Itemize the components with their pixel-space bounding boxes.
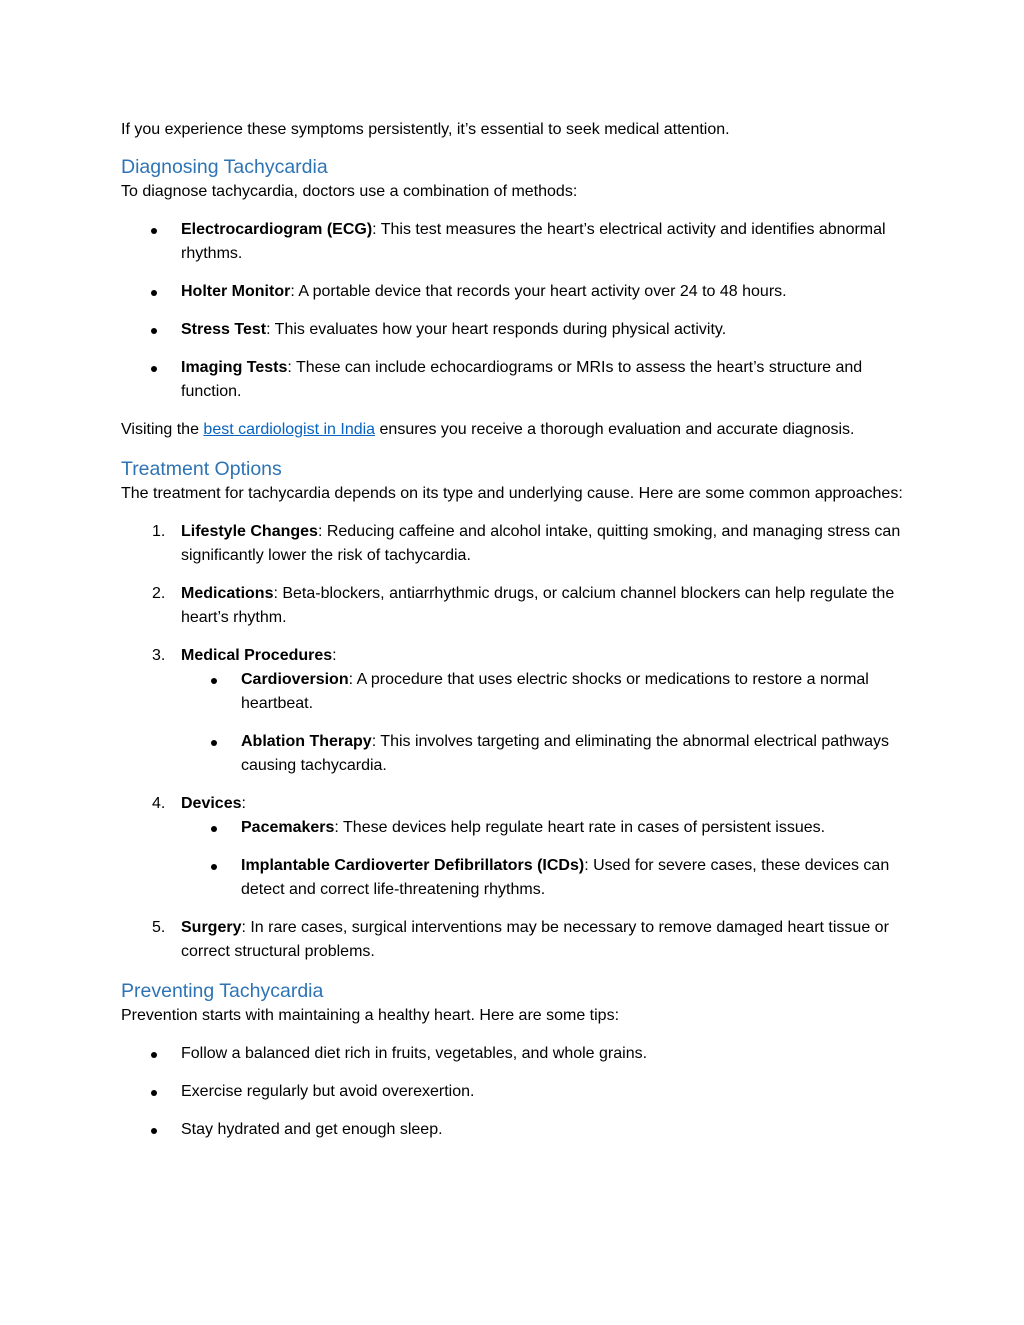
list-item [121,582,911,630]
item-text: : [332,647,337,664]
preventing-list [121,1042,911,1142]
bullet-icon [151,1052,157,1058]
item-term: Holter Monitor [181,283,291,300]
sub-list-item [181,854,911,902]
visit-text-after: ensures you receive a thorough evaluation and accurate diagnosis. [375,421,855,438]
item-text: : In rare cases, surgical interventions may be necessary to remove damaged heart tissue or correct structural problems. [181,919,889,960]
list-item [121,644,911,778]
item-text: Exercise regularly but avoid overexertion. [181,1083,475,1100]
item-term: Electrocardiogram (ECG) [181,221,373,238]
item-text: : This test measures the heart’s electrical activity and identifies abnormal rhythms. [181,221,886,262]
item-text: : These devices help regulate heart rate in cases of persistent issues. [334,819,826,836]
item-term: Pacemakers [241,819,335,836]
diagnosing-intro: To diagnose tachycardia, doctors use a combination of methods: [121,183,578,200]
bullet-icon [211,864,217,870]
item-text: Stay hydrated and get enough sleep. [181,1121,443,1138]
item-term: Imaging Tests [181,359,288,376]
item-text: : A procedure that uses electric shocks or medications to restore a normal heartbeat. [241,671,869,712]
item-text: : Beta-blockers, antiarrhythmic drugs, or calcium channel blockers can help regulate the heart’s rhythm. [181,585,895,626]
preventing-intro: Prevention starts with maintaining a healthy heart. Here are some tips: [121,1007,620,1024]
list-number: 5. [152,919,166,936]
list-item [121,280,911,304]
list-number: 2. [152,585,166,602]
item-term: Lifestyle Changes [181,523,318,540]
item-text: : [241,795,246,812]
visit-text-before: Visiting the [121,421,204,438]
item-term: Implantable Cardioverter Defibrillators (ICDs) [241,857,585,874]
bullet-icon [211,740,217,746]
sub-list-item [181,668,911,716]
item-term: Cardioversion [241,671,349,688]
item-term: Stress Test [181,321,267,338]
item-text: : These can include echocardiograms or MRIs to assess the heart’s structure and function. [181,359,863,400]
list-number: 3. [152,647,166,664]
list-item [121,792,911,902]
item-text: : This involves targeting and eliminating the abnormal electrical pathways causing tachycardia. [241,733,889,774]
heading-diagnosing: Diagnosing Tachycardia [121,156,328,178]
intro-paragraph: If you experience these symptoms persistently, it’s essential to seek medical attention. [121,121,730,138]
heading-preventing: Preventing Tachycardia [121,980,324,1002]
bullet-icon [151,1128,157,1134]
diagnosing-list [121,218,911,404]
list-item [121,356,911,404]
list-item [121,520,911,568]
document-page [121,118,911,1156]
bullet-icon [151,366,157,372]
list-item [121,916,911,964]
list-number: 1. [152,523,166,540]
item-term: Medications [181,585,274,602]
bullet-icon [151,328,157,334]
bullet-icon [211,678,217,684]
item-text: : A portable device that records your heart activity over 24 to 48 hours. [290,283,787,300]
list-item [121,1042,911,1066]
list-number: 4. [152,795,166,812]
list-item [121,318,911,342]
cardiologist-link[interactable]: best cardiologist in India [203,421,376,438]
sub-list [181,668,911,778]
bullet-icon [211,826,217,832]
item-term: Ablation Therapy [241,733,372,750]
bullet-icon [151,228,157,234]
item-text: : Reducing caffeine and alcohol intake, quitting smoking, and managing stress can significantly lower the risk of tachycardia. [181,523,901,564]
sub-list [181,816,911,902]
item-term: Medical Procedures [181,647,333,664]
list-item [121,218,911,266]
item-text: : This evaluates how your heart responds during physical activity. [266,321,727,338]
sub-list-item [181,730,911,778]
visit-paragraph [121,418,911,442]
item-term: Devices [181,795,242,812]
sub-list-item [181,816,911,840]
item-text: Follow a balanced diet rich in fruits, vegetables, and whole grains. [181,1045,648,1062]
bullet-icon [151,290,157,296]
list-item [121,1080,911,1104]
heading-treatment: Treatment Options [121,458,282,480]
bullet-icon [151,1090,157,1096]
treatment-list [121,520,911,964]
item-term: Surgery [181,919,242,936]
treatment-intro: The treatment for tachycardia depends on its type and underlying cause. Here are some common approaches: [121,485,903,502]
list-item [121,1118,911,1142]
item-text: : Used for severe cases, these devices can detect and correct life-threatening rhythms. [241,857,890,898]
